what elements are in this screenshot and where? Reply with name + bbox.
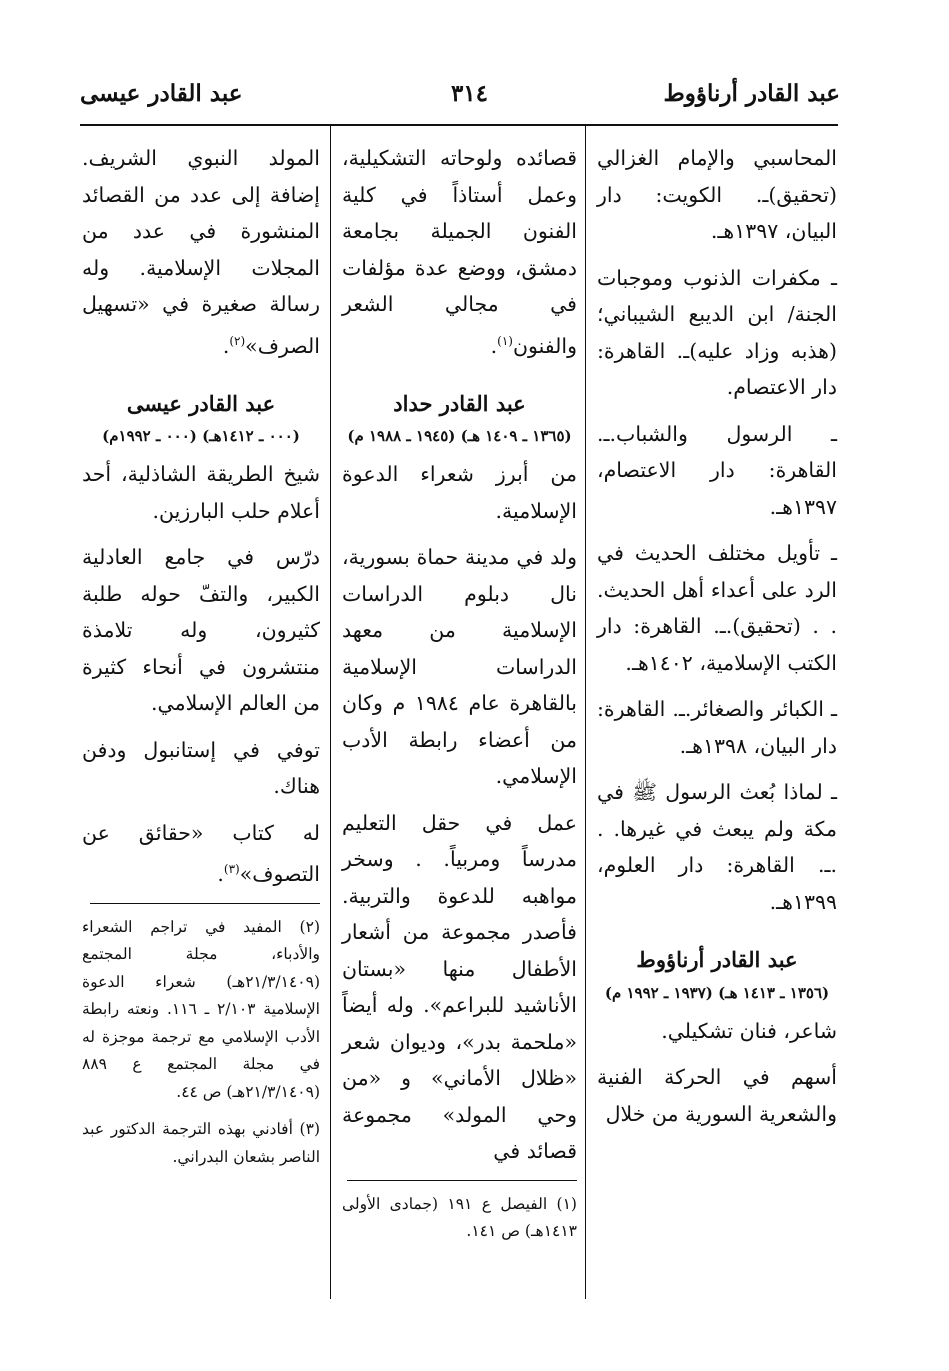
- book-entry: ـ الكبائر والصغائر.ـ. القاهرة: دار البيان، ١٣٩٨هـ.: [597, 697, 837, 758]
- column-divider-right: [585, 124, 586, 1299]
- footnote-marker: (١): [497, 333, 513, 348]
- entry-dates: (١٣٦٥ ـ ١٤٠٩ هـ) (١٩٤٥ ـ ١٩٨٨ م): [347, 427, 572, 446]
- book-entry: ـ مكفرات الذنوب وموجبات الجنة/ ابن الديبع الشيباني؛ (هذبه وزاد عليه)ـ. القاهرة: دار الاعتصام.: [597, 265, 837, 399]
- paragraph: درّس في جامع العادلية الكبير، والتفّ حوله طلبة كثيرون، وله تلامذة منتشرون في أنحاء كثيرة من العالم الإسلامي.: [82, 545, 320, 716]
- paragraph: المحاسبي والإمام الغزالي (تحقيق)ـ. الكويت: دار البيان، ١٣٩٧هـ.: [597, 146, 837, 243]
- footnote-marker: (٣): [223, 862, 240, 877]
- column-right: [597, 140, 837, 1142]
- paragraph: شاعر، فنان تشكيلي.: [661, 1018, 837, 1043]
- entry-dates: (١٣٥٦ ـ ١٤١٣ هـ) (١٩٣٧ ـ ١٩٩٢ م): [604, 983, 830, 1002]
- paragraph: أسهم في الحركة الفنية والشعرية السورية من خلال: [597, 1065, 837, 1126]
- entry-title: عبد القادر أرناؤوط: [636, 947, 798, 972]
- paragraph: ولد في مدينة حماة بسورية، نال دبلوم الدراسات الإسلامية من معهد الدراسات الإسلامية بالقاهرة عام ١٩٨٤ م وكان من أعضاء رابطة الأدب الإسلامي.: [342, 545, 577, 789]
- paragraph: توفي في إستانبول ودفن هناك.: [82, 737, 320, 799]
- footnote-rule: [90, 903, 320, 904]
- book-entry: ـ تأويل مختلف الحديث في الرد على أعداء أهل الحديث. . . (تحقيق).ـ. القاهرة: دار الكتب الإسلامية، ١٤٠٢هـ.: [597, 541, 837, 675]
- footnote: (١) الفيصل ع ١٩١ (جمادى الأولى ١٤١٣هـ) ص ١٤١.: [342, 1194, 577, 1241]
- paragraph: المولد النبوي الشريف. إضافة إلى عدد من القصائد المنشورة في عدد من المجلات الإسلامية. وله رسالة صغيرة في «تسهيل الصرف»$^{(٢)}$.: [82, 146, 320, 358]
- column-middle: [342, 140, 577, 1256]
- paragraph: من أبرز شعراء الدعوة الإسلامية.: [342, 462, 577, 523]
- paragraph: له كتاب «حقائق عن التصوف»$^{(٣)}$.: [82, 820, 320, 887]
- footnote: (٣) أفادني بهذه الترجمة الدكتور عبد الناصر بشعان البدراني.: [82, 1120, 320, 1166]
- paragraph: شيخ الطريقة الشاذلية، أحد أعلام حلب البارزين.: [82, 462, 320, 523]
- paragraph-text: المولد النبوي الشريف. إضافة إلى عدد من القصائد المنشورة في عدد من المجلات الإسلامية. وله رسالة صغيرة في «تسهيل الصرف»: [82, 146, 320, 358]
- book-entry: ـ الرسول والشباب.ـ. القاهرة: دار الاعتصام، ١٣٩٧هـ.: [597, 421, 837, 519]
- entry-title: عبد القادر حداد: [393, 390, 526, 416]
- book-entry: ـ لماذا بُعث الرسول ﷺ في مكة ولم يبعث في غيرها. . .ـ. القاهرة: دار العلوم، ١٣٩٩هـ.: [597, 780, 837, 914]
- column-left: [82, 140, 320, 1181]
- header-entry-right: عبد القادر أرناؤوط: [663, 80, 840, 107]
- footnote-rule: [347, 1180, 577, 1181]
- entry-title: عبد القادر عيسى: [126, 390, 276, 416]
- running-header: [80, 80, 840, 120]
- page-number: ٣١٤: [450, 80, 488, 107]
- footnote-marker: (٢): [229, 333, 246, 348]
- paragraph: عمل في حقل التعليم مدرساً ومربياً. . وسخر مواهبه للدعوة والتربية. فأصدر مجموعة من أشعار الأطفال منها «بستان الأناشيد للبراعم». وله أيضاً «ملحمة بدر»، وديوان شعر «ظلال الأماني» و «من وحي المولد» مجموعة قصائد في: [342, 810, 577, 1164]
- footnote: (٢) المفيد في تراجم الشعراء والأدباء، مجلة المجتمع (٢١/٣/١٤٠٩هـ) شعراء الدعوة الإسلامية ٢/١٠٣ ـ ١١٦. ونعته رابطة الأدب الإسلامي مع ترجمة موجزة له في مجلة المجتمع ع ٨٨٩ (٢١/٣/١٤٠٩هـ) ص ٤٤.: [82, 917, 320, 1101]
- entry-dates: (٠٠٠ ـ ١٤١٢هـ) (٠٠٠ ـ ١٩٩٢م): [102, 427, 300, 446]
- paragraph-text: قصائده ولوحاته التشكيلية، وعمل أستاذاً في كلية الفنون الجميلة بجامعة دمشق، ووضع عدة مؤلفات في مجالي الشعر والفنون: [342, 146, 577, 358]
- paragraph: قصائده ولوحاته التشكيلية، وعمل أستاذاً في كلية الفنون الجميلة بجامعة دمشق، ووضع عدة مؤلفات في مجالي الشعر والفنون$^{(١)}$.: [342, 146, 577, 358]
- header-entry-left: عبد القادر عيسى: [80, 80, 243, 107]
- header-rule: [80, 124, 838, 126]
- paragraph-text: له كتاب «حقائق عن التصوف»: [82, 820, 320, 887]
- column-divider-left: [330, 124, 331, 1299]
